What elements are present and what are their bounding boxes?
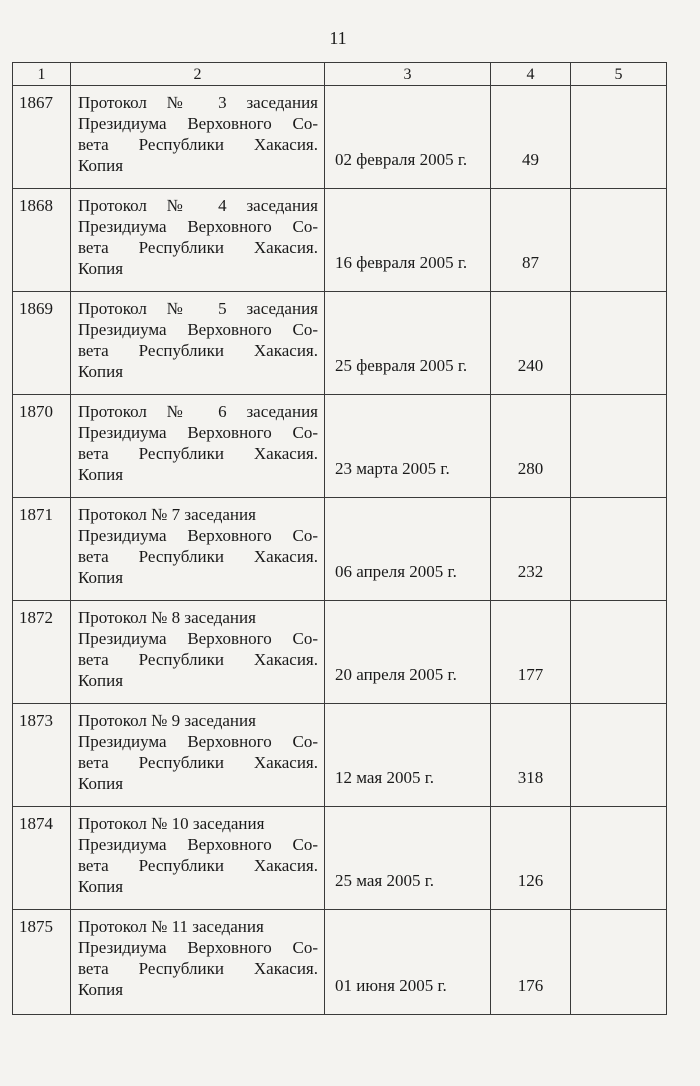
record-date: 06 апреля 2005 г. — [325, 498, 491, 601]
record-title-line: Протокол № 3 заседания — [78, 93, 318, 112]
record-title-line: Протокол № 6 заседания — [78, 402, 318, 421]
record-note — [571, 292, 667, 395]
record-title-line: Копия — [78, 671, 124, 690]
record-title-line: Протокол № 9 заседания — [78, 711, 256, 730]
column-header-4: 4 — [491, 63, 571, 86]
record-title — [71, 189, 325, 292]
record-title-line: Копия — [78, 980, 124, 999]
table-row — [13, 292, 667, 395]
record-number: 1873 — [13, 704, 71, 807]
record-title-line: Протокол № 10 заседания — [78, 814, 265, 833]
record-title — [71, 704, 325, 807]
records-table — [12, 62, 667, 1015]
record-date: 16 февраля 2005 г. — [325, 189, 491, 292]
record-title-line: Копия — [78, 259, 124, 278]
record-title-line: Протокол № 7 заседания — [78, 505, 256, 524]
record-title-line: Президиума Верховного Со- — [78, 835, 318, 854]
record-number: 1868 — [13, 189, 71, 292]
table-row — [13, 86, 667, 189]
record-title-line: Президиума Верховного Со- — [78, 114, 318, 133]
record-title-line: Президиума Верховного Со- — [78, 732, 318, 751]
record-title-line: Президиума Верховного Со- — [78, 217, 318, 236]
record-title-line: Протокол № 8 заседания — [78, 608, 256, 627]
record-title-line: вета Республики Хакасия. — [78, 135, 318, 154]
table-row — [13, 601, 667, 704]
record-title-line: Протокол № 5 заседания — [78, 299, 318, 318]
record-title-line: вета Республики Хакасия. — [78, 650, 318, 669]
record-pages: 280 — [491, 395, 571, 498]
record-title-line: Президиума Верховного Со- — [78, 423, 318, 442]
record-title — [71, 807, 325, 910]
record-title-line: Копия — [78, 465, 124, 484]
record-date: 25 мая 2005 г. — [325, 807, 491, 910]
record-title — [71, 86, 325, 189]
record-note — [571, 498, 667, 601]
record-date: 20 апреля 2005 г. — [325, 601, 491, 704]
record-note — [571, 86, 667, 189]
record-title-line: Копия — [78, 877, 124, 896]
record-number: 1869 — [13, 292, 71, 395]
table-row — [13, 807, 667, 910]
column-header-1: 1 — [13, 63, 71, 86]
record-date: 25 февраля 2005 г. — [325, 292, 491, 395]
table-row — [13, 910, 667, 1015]
table-header-row — [13, 63, 667, 86]
column-header-2: 2 — [71, 63, 325, 86]
table-row — [13, 395, 667, 498]
record-pages: 176 — [491, 910, 571, 1015]
record-title-line: Президиума Верховного Со- — [78, 526, 318, 545]
record-pages: 87 — [491, 189, 571, 292]
record-number: 1875 — [13, 910, 71, 1015]
record-title-line: Президиума Верховного Со- — [78, 629, 318, 648]
record-date: 02 февраля 2005 г. — [325, 86, 491, 189]
record-note — [571, 704, 667, 807]
column-header-5: 5 — [571, 63, 667, 86]
record-number: 1872 — [13, 601, 71, 704]
record-title — [71, 910, 325, 1015]
record-title-line: Копия — [78, 774, 124, 793]
record-number: 1867 — [13, 86, 71, 189]
record-title-line: вета Республики Хакасия. — [78, 444, 318, 463]
record-note — [571, 910, 667, 1015]
record-number: 1870 — [13, 395, 71, 498]
record-date: 23 марта 2005 г. — [325, 395, 491, 498]
table-row — [13, 498, 667, 601]
record-title-line: вета Республики Хакасия. — [78, 238, 318, 257]
record-note — [571, 189, 667, 292]
record-note — [571, 601, 667, 704]
record-title — [71, 292, 325, 395]
record-title-line: вета Республики Хакасия. — [78, 753, 318, 772]
record-title-line: Копия — [78, 362, 124, 381]
table-row — [13, 704, 667, 807]
record-note — [571, 395, 667, 498]
table-row — [13, 189, 667, 292]
record-title-line: Протокол № 11 заседания — [78, 917, 264, 936]
record-pages: 232 — [491, 498, 571, 601]
record-title-line: Президиума Верховного Со- — [78, 938, 318, 957]
record-title-line: Президиума Верховного Со- — [78, 320, 318, 339]
record-pages: 318 — [491, 704, 571, 807]
record-note — [571, 807, 667, 910]
record-title — [71, 395, 325, 498]
record-date: 01 июня 2005 г. — [325, 910, 491, 1015]
record-title — [71, 498, 325, 601]
record-title — [71, 601, 325, 704]
record-title-line: Копия — [78, 568, 124, 587]
record-number: 1874 — [13, 807, 71, 910]
record-title-line: вета Республики Хакасия. — [78, 959, 318, 978]
record-title-line: Протокол № 4 заседания — [78, 196, 318, 215]
record-title-line: вета Республики Хакасия. — [78, 547, 318, 566]
record-pages: 49 — [491, 86, 571, 189]
record-date: 12 мая 2005 г. — [325, 704, 491, 807]
page-number: 11 — [329, 28, 347, 48]
column-header-3: 3 — [325, 63, 491, 86]
record-title-line: Копия — [78, 156, 124, 175]
record-number: 1871 — [13, 498, 71, 601]
record-pages: 177 — [491, 601, 571, 704]
record-pages: 240 — [491, 292, 571, 395]
record-title-line: вета Республики Хакасия. — [78, 856, 318, 875]
record-pages: 126 — [491, 807, 571, 910]
record-title-line: вета Республики Хакасия. — [78, 341, 318, 360]
